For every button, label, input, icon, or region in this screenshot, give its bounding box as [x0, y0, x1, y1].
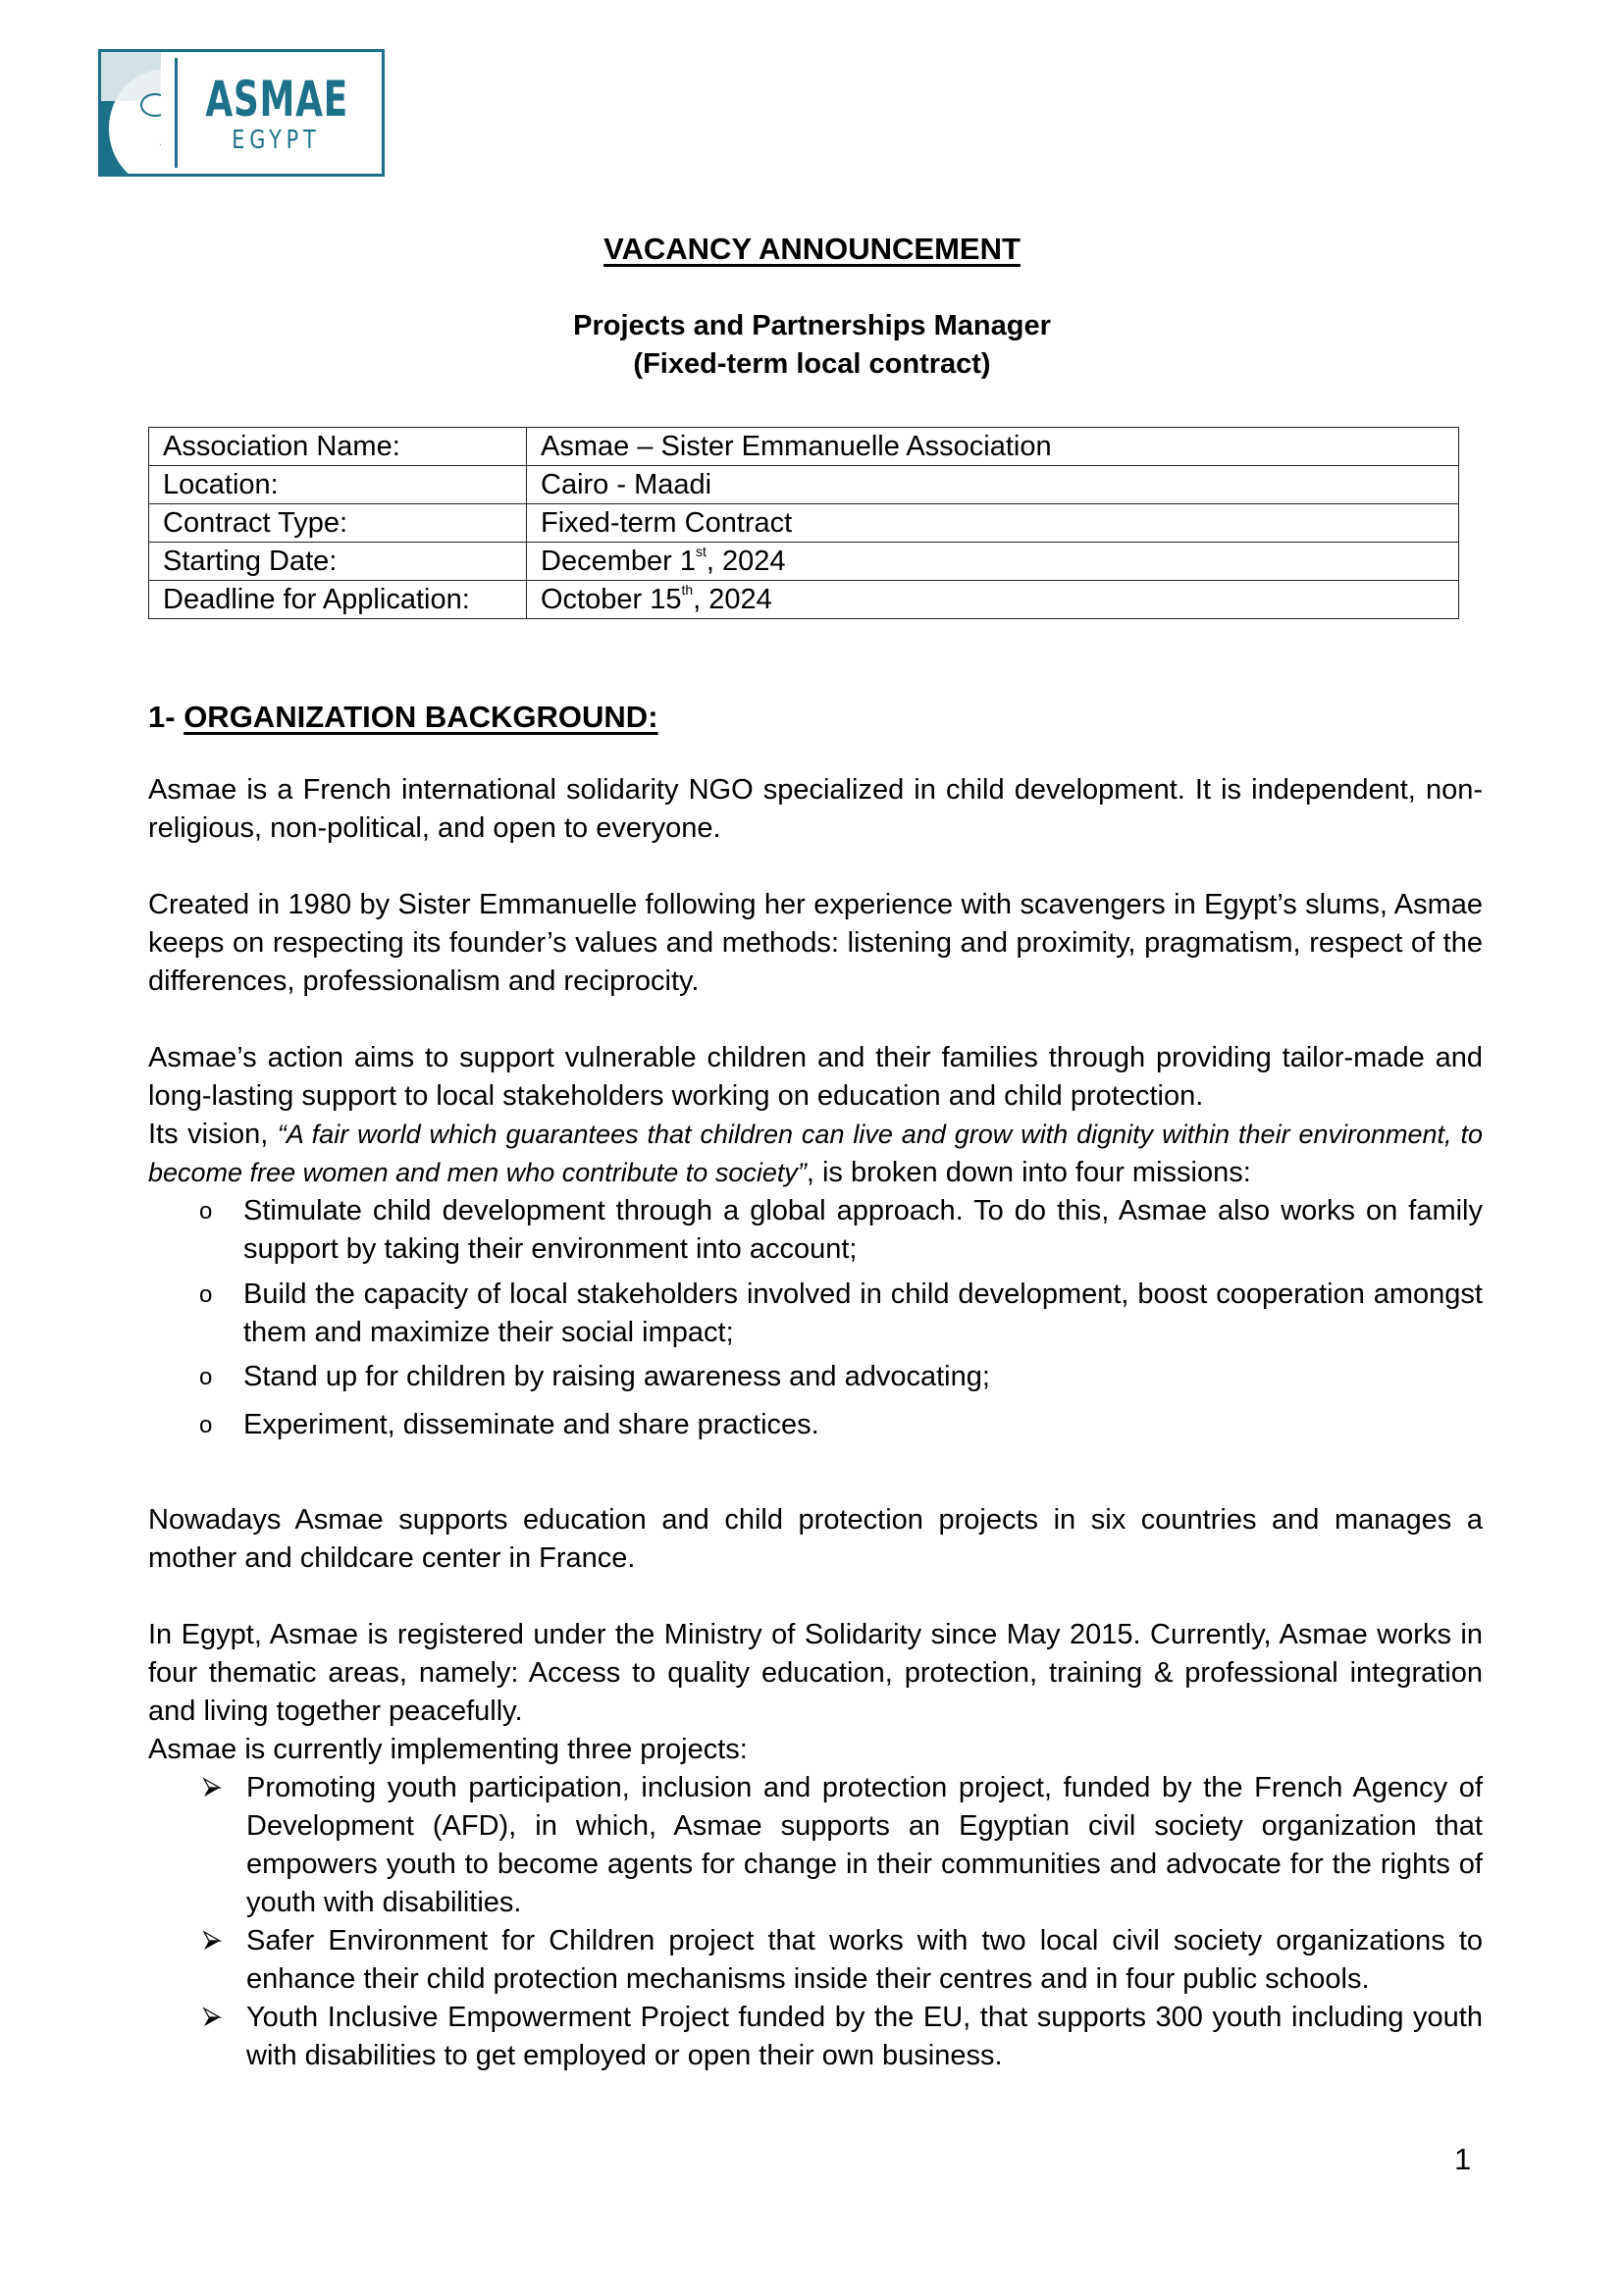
- paragraph-egypt: In Egypt, Asmae is registered under the Ministry of Solidarity since May 2015. Currently, Asmae works in four thematic areas, namely: Access to quality education, protection, training & professional integration and living together peacefully.: [148, 1619, 1483, 1727]
- logo-wordmark: ASMAE: [204, 71, 348, 128]
- document-page: ASMAE EGYPT VACANCY ANNOUNCEMENT Projects and Partnerships Manager (Fixed-term local contract) Association Name: Asmae – Sister Emmanuelle Association Location: Cairo - Maadi Contract Type: Fixed-term Contract Starting Date: December 1st, 2024 Deadline for Application: October 15th, 2024 1- ORGANIZATION BACKGROUND: Asmae is a French international solidarity NGO specialized in child development. It is independent, non-religious, non-political, and open to everyone. Created in 1980 by Sister Emmanuelle following her experience with scavengers in Egypt’s slums, Asmae keeps on respecting its founder’s values and methods: listening and proximity, pragmatism, respect of the differences, professionalism and reciprocity. Asmae’s action aims to support vulnerable children and their families through providing tailor-made and long-lasting support to local stakeholders working on education and child protection. Its vision, “A fair world which guarantees that children can live and grow with dignity within their environment, to become free women and men who contribute to society”, is broken down into four missions: o Stimulate child development through a global approach. To do this, Asmae also works on family support by taking their environment into account; o Build the capacity of local stakeholders involved in child development, boost cooperation amongst them and maximize their social impact; o Stand up for children by raising awareness and advocating; o Experiment, disseminate and share practices. Nowadays Asmae supports education and child protection projects in six countries and manages a mother and childcare center in France. In Egypt, Asmae is registered under the Ministry of Solidarity since May 2015. Currently, Asmae works in four thematic areas, namely: Access to quality education, protection, training & professional integration and living together peacefully. Asmae is currently implementing three projects: Promoting youth participation, inclusion and protection project, funded by the French Agency of Development (AFD), in which, Asmae supports an Egyptian civil society organization that empowers youth to become agents for change in their communities and advocate for the rights of youth with disabilities. Safer Environment for Children project that works with two local civil society organizations to enhance their child protection mechanisms inside their centres and in four public schools. Youth Inclusive Empowerment Project funded by the EU, that supports 300 youth including youth with disabilities to get employed or open their own business. 1: [0, 0, 1624, 2295]
- circle-bullet-icon: o: [199, 1364, 213, 1390]
- circle-bullet-icon: o: [199, 1281, 213, 1308]
- info-value: October 15th, 2024: [527, 581, 1459, 619]
- page-number: 1: [1454, 2142, 1472, 2176]
- table-row: [149, 428, 1459, 466]
- paragraph-vision: Its vision, “A fair world which guarantees that children can live and grow with dignity within their environment, to become free women and men who contribute to society”, is broken down into four missions:: [148, 1119, 1483, 1188]
- arrow-bullet-icon: [201, 1930, 223, 1952]
- table-row: [149, 543, 1459, 581]
- info-key: Association Name:: [149, 428, 527, 466]
- sister-emmanuelle-portrait-icon: [101, 52, 161, 174]
- info-key: Location:: [149, 466, 527, 504]
- info-value: December 1st, 2024: [527, 543, 1459, 581]
- table-row: [149, 581, 1459, 619]
- section-heading: 1- ORGANIZATION BACKGROUND:: [148, 700, 658, 734]
- circle-bullet-icon: o: [199, 1198, 213, 1225]
- contract-note: (Fixed-term local contract): [633, 348, 991, 380]
- circle-bullet-icon: o: [199, 1412, 213, 1438]
- arrow-bullet-icon: [201, 2007, 223, 2028]
- asmae-egypt-logo: [98, 49, 385, 177]
- info-value: Cairo - Maadi: [527, 466, 1459, 504]
- position-title: Projects and Partnerships Manager: [573, 310, 1051, 341]
- logo-subtitle: EGYPT: [232, 126, 321, 155]
- info-value: Fixed-term Contract: [527, 504, 1459, 543]
- info-value: Asmae – Sister Emmanuelle Association: [527, 428, 1459, 466]
- paragraph-projects-intro: Asmae is currently implementing three projects:: [148, 1734, 748, 1765]
- paragraph-history: Created in 1980 by Sister Emmanuelle following her experience with scavengers in Egypt’s slums, Asmae keeps on respecting its founder’s values and methods: listening and proximity, pragmatism, respect of the differences, professionalism and reciprocity.: [148, 889, 1483, 997]
- paragraph-intro: Asmae is a French international solidarity NGO specialized in child development. It is independent, non-religious, non-political, and open to everyone.: [148, 774, 1483, 844]
- table-row: [149, 466, 1459, 504]
- arrow-bullet-icon: [201, 1777, 223, 1799]
- info-key: Starting Date:: [149, 543, 527, 581]
- vacancy-info-table: [148, 427, 1459, 619]
- page-title: VACANCY ANNOUNCEMENT: [603, 232, 1021, 266]
- table-row: [149, 504, 1459, 543]
- info-key: Deadline for Application:: [149, 581, 527, 619]
- paragraph-action: Asmae’s action aims to support vulnerable children and their families through providing tailor-made and long-lasting support to local stakeholders working on education and child protection.: [148, 1042, 1483, 1112]
- info-key: Contract Type:: [149, 504, 527, 543]
- paragraph-countries: Nowadays Asmae supports education and child protection projects in six countries and manages a mother and childcare center in France.: [148, 1504, 1483, 1574]
